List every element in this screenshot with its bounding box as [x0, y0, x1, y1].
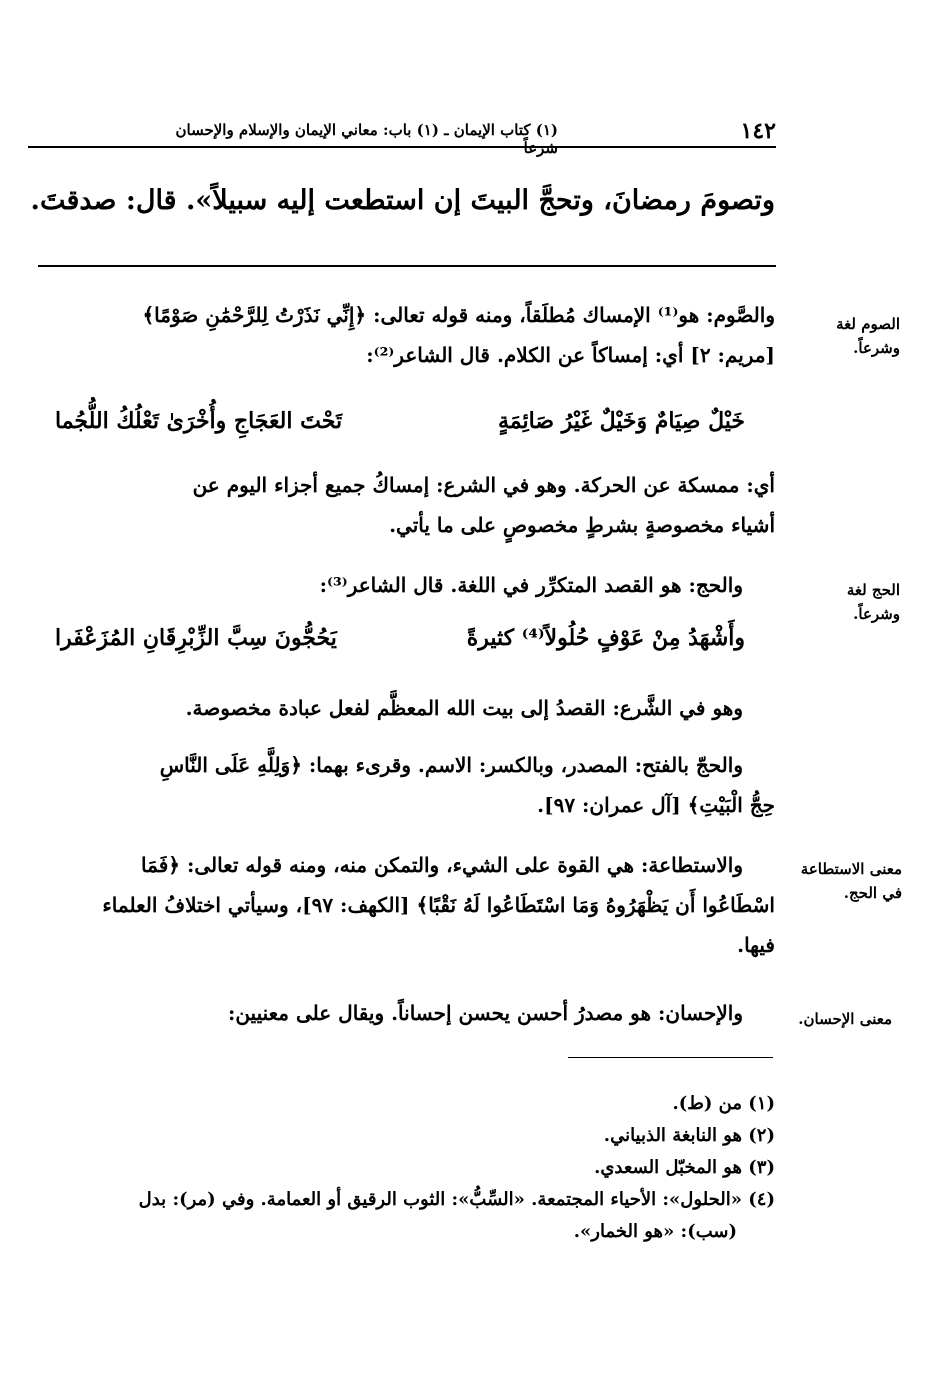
page-number: ١٤٢: [740, 118, 776, 144]
text-line: فيها.: [737, 933, 775, 957]
margin-note-line: في الحج.: [843, 884, 902, 902]
text-line: والحجّ بالفتح: المصدر، وبالكسر: الاسم. وقرىء بهما: ﴿وَلِلَّهِ عَلَى النَّاسِ: [159, 753, 743, 777]
margin-note-line: معنى الاستطاعة: [800, 860, 902, 878]
text-line: [مريم: ٢] أي: إمساكاً عن الكلام. قال الشاعر⁽²⁾:: [366, 343, 775, 367]
footnote: (١) من (ط).: [672, 1093, 775, 1114]
running-header: [28, 118, 776, 157]
sawm-paragraph: [15, 295, 775, 375]
margin-note-line: وشرعاً.: [853, 339, 900, 357]
margin-note-ihsan: [782, 1007, 892, 1031]
margin-note-sawm: [800, 312, 900, 360]
text-line: أي: ممسكة عن الحركة. وهو في الشرع: إمساكُ جميع أجزاء اليوم عن: [192, 473, 775, 497]
margin-note-line: معنى الإحسان.: [798, 1010, 892, 1028]
footnote: (٤) «الحلول»: الأحياء المجتمعة. «السِّبُّ»: الثوب الرقيق أو العمامة. وفي (مر): بدل: [138, 1189, 775, 1210]
footnote: (٢) هو النابغة الذبياني.: [603, 1125, 775, 1146]
hajj-sharia: وهو في الشَّرع: القصدُ إلى بيت الله المعظَّم لفعل عبادة مخصوصة.: [185, 696, 743, 720]
text-line: والاستطاعة: هي القوة على الشيء، والتمكن منه، ومنه قوله تعالى: ﴿فَمَا: [141, 853, 743, 877]
text-line: والصَّوم: هو⁽¹⁾ الإمساك مُطلَقاً، ومنه قوله تعالى: ﴿إِنِّي نَذَرْتُ لِلرَّحْمَٰنِ صَوْمًا﴾: [142, 303, 775, 327]
footnote: (٣) هو المخبّل السعدي.: [594, 1157, 775, 1178]
margin-note-line: الحج لغة: [846, 581, 900, 599]
text-line: أشياء مخصوصةٍ بشرطٍ مخصوصٍ على ما يأتي.: [389, 513, 775, 537]
margin-note-hajj: [800, 578, 900, 626]
verse-hemistich-right: خَيْلٌ صِيَامٌ وَخَيْلٌ غَيْرُ صَائِمَةٍ: [497, 408, 745, 434]
sawm-definition: [15, 465, 775, 545]
verse-hemistich-right: وأَشْهَدُ مِنْ عَوْفٍ حُلُولاً⁽⁴⁾ كثيرةً: [466, 625, 745, 651]
footnote-continuation: (سب): «هو الخمار».: [573, 1221, 737, 1242]
text-line: حِجُّ الْبَيْتِ﴾ [آل عمران: ٩٧].: [537, 793, 775, 817]
hadith-line: وتصومَ رمضانَ، وتحجَّ البيتَ إن استطعت إليه سبيلاً». قال: صدقتَ.: [30, 185, 775, 216]
ihsan-paragraph: والإحسان: هو مصدرُ أحسن يحسن إحساناً. ويقال على معنيين:: [227, 1001, 743, 1025]
running-title: (١) كتاب الإيمان ـ (١) باب: معاني الإيمان والإسلام والإحسان شرعاً: [175, 121, 558, 157]
section-divider: [38, 265, 776, 267]
hajj-intro: والحج: هو القصد المتكرِّر في اللغة. قال الشاعر⁽³⁾:: [319, 573, 743, 597]
hajj-fath-kasr: [15, 745, 775, 825]
verse-hemistich-left: تَحْتَ العَجَاجِ وأُخْرَىٰ تَعْلُكُ اللُّجُما: [55, 408, 343, 434]
margin-note-line: وشرعاً.: [853, 605, 900, 623]
istitaa-paragraph: [15, 845, 775, 965]
margin-note-istitaa: [782, 857, 902, 905]
text-line: اسْطَاعُوا أَن يَظْهَرُوهُ وَمَا اسْتَطَاعُوا لَهُ نَقْبًا﴾ [الكهف: ٩٧]، وسيأتي اختلافُ العلماء: [102, 893, 775, 917]
verse-hemistich-left: يَحُجُّونَ سِبَّ الزِّبْرِقَانِ المُزَعْفَرا: [55, 625, 337, 651]
footnotes: [15, 1088, 775, 1248]
margin-note-line: الصوم لغة: [836, 315, 900, 333]
footnote-divider: [568, 1057, 773, 1058]
